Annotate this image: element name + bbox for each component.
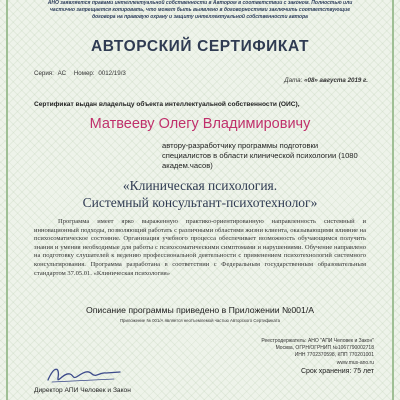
storage-period: Срок хранения: 75 лет xyxy=(300,368,374,375)
registry-line: Реестродержатель: АНО "АПИ Человек и Закон" xyxy=(261,338,374,344)
copyright-notice: АНО заявляется правами интеллектуальной собственности в Автором в соответствии с законом. Полностью или частично запрещается копировать, что может быть выявлено в договорностями заключить соответствующие договора на правовую охрану и защиту интеллектуальной собственности автора xyxy=(47,0,353,20)
registry-line: ИНН 7702370598, КПП 770201001 xyxy=(294,352,374,359)
signature-icon xyxy=(44,362,124,386)
appendix-note: Приложение № 001/А является неотъемлемой частью Авторского Сертификата xyxy=(119,318,281,323)
date-field xyxy=(284,77,368,84)
registry-holder-block xyxy=(261,338,374,367)
program-description-text: Программа имеет ярко выраженную практико-ориентированную направленность системный и инновационный подходы, позволяющий работать с различными областями жизни клиента, оказывающими влияние на психосоматическое состояние. Организация учебного процесса обеспечивает возможность обучающимся получить знания и умения необходимые для работы с психосоматическими симптомами и нарушениями. Обучение направлено на подготовку слушателей к ведению профессиональной деятельности с применением психотехнологий системного консультирования. Программа разработана в соответствии с Федеральным государственным образовательным стандартом 37.05.01. «Клиническая психология» xyxy=(34,218,366,277)
registry-line: Москва, ОГРН/ОГРНИП №1067790002718 xyxy=(275,345,374,352)
recipient-role: автору-разработчику программы подготовки специалистов в области клинической психологии (1080 академ.часов) xyxy=(162,141,358,170)
certificate-title: АВТОРСКИЙ СЕРТИФИКАТ xyxy=(90,38,310,55)
registry-website: www.mus-ano.ru xyxy=(336,359,374,366)
number-value: 0012/19/3 xyxy=(98,70,126,77)
course-title-line1: «Клиническая психология. xyxy=(122,178,278,193)
recipient-name: Матвееву Олегу Владимировичу xyxy=(89,116,311,132)
program-appendix-reference: Описание программы приведено в Приложении №001/А xyxy=(85,305,315,315)
issued-to-text: Сертификат выдан владельцу объекта интеллектуальной собственности (ОИС), xyxy=(34,101,300,108)
series-label: Серия: xyxy=(34,70,54,77)
date-label: Дата: xyxy=(284,77,303,84)
number-label: Номер: xyxy=(73,70,95,77)
series-value: АС xyxy=(57,70,67,77)
course-title xyxy=(0,178,400,211)
series-field xyxy=(34,70,126,77)
date-value: «08» августа 2019 г. xyxy=(304,77,368,84)
course-title-line2: Системный консультант-психотехнолог» xyxy=(82,194,318,210)
director-title: Директор АПИ Человек и Закон xyxy=(34,387,131,394)
